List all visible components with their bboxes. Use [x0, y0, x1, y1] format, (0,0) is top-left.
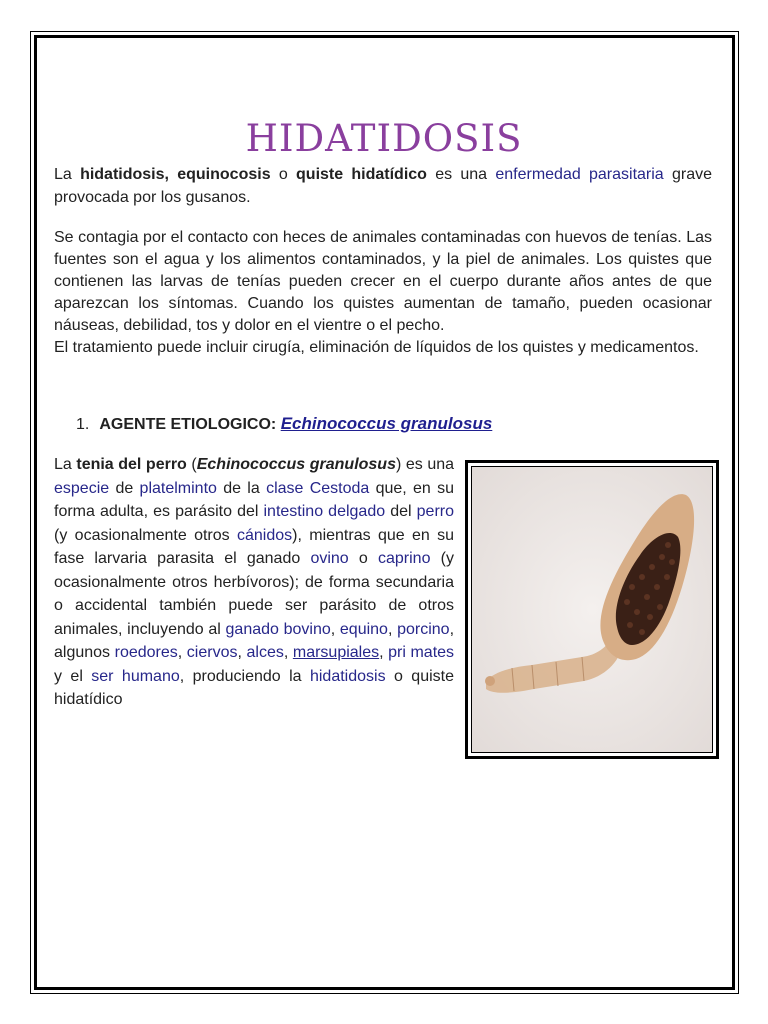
section-heading-agent	[76, 414, 492, 434]
tapeworm-photo	[471, 466, 713, 753]
list-number: 1.	[76, 416, 90, 433]
link-porcino[interactable]: porcino	[397, 620, 450, 638]
link-caprino[interactable]: caprino	[377, 550, 431, 567]
link-canidos[interactable]: cánidos	[236, 526, 293, 544]
link-hidatidosis[interactable]: hidatidosis	[309, 667, 386, 685]
link-ganado-bovino[interactable]: ganado bovino	[225, 620, 331, 638]
tapeworm-image-frame	[465, 460, 719, 759]
link-ovino[interactable]: ovino	[310, 550, 349, 567]
contagion-paragraph: Se contagia por el contacto con heces de animales contaminadas con huevos de tenías. Las fuentes son el agua y los alimentos contaminados, y la piel de animales. Los quistes que contienen las larvas de tenías pueden crecer en el cuerpo durante años antes de que aparezcan los síntomas. Cuando los quistes aumentan de tamaño, pueden ocasionar náuseas, debilidad, tos y dolor en el vientre o el pecho. El tratamiento puede incluir cirugía, eliminación de líquidos de los quistes y medicamentos.	[54, 229, 712, 356]
link-intestino-delgado[interactable]: intestino delgado	[263, 503, 386, 520]
link-enfermedad-parasitaria[interactable]: enfermedad parasitaria	[495, 166, 664, 183]
link-primates[interactable]: pri mates	[388, 644, 455, 661]
page-title: HIDATIDOSIS	[245, 116, 523, 160]
link-perro[interactable]: perro	[416, 503, 454, 520]
section-label: AGENTE ETIOLOGICO:	[99, 416, 277, 433]
link-equino[interactable]: equino	[339, 620, 388, 638]
description-paragraph: La tenia del perro (Echinococcus granulosus) es una especie de platelminto de la clase Cestoda que, en su forma adulta, es parásito del intestino delgado del perro (y ocasionalmente otros cánidos), mientras que en su fase larvaria parasita el ganado ovino o caprino (y ocasionalmente otros herbívoros); de forma secundaria o accidental también puede ser parásito de otros animales, incluyendo al ganado bovino, equino, porcino, algunos roedores, ciervos, alces, marsupiales, pri mates y el ser humano, produciendo la hidatidosis o quiste hidatídico	[54, 456, 455, 708]
link-platelminto[interactable]: platelminto	[139, 479, 217, 497]
link-clase-cestoda[interactable]: clase Cestoda	[266, 479, 370, 497]
link-roedores[interactable]: roedores	[114, 644, 178, 661]
link-echinococcus-granulosus[interactable]: Echinococcus granulosus	[280, 414, 493, 433]
link-ciervos[interactable]: ciervos	[186, 644, 238, 661]
link-marsupiales[interactable]: marsupiales	[292, 644, 380, 661]
link-alces[interactable]: alces	[246, 644, 284, 661]
treatment-text: El tratamiento puede incluir cirugía, eliminación de líquidos de los quistes y medicamentos.	[54, 339, 699, 356]
tapeworm-illustration	[472, 467, 712, 752]
link-especie[interactable]: especie	[54, 479, 110, 497]
intro-paragraph: La hidatidosis, equinocosis o quiste hidatídico es una enfermedad parasitaria grave provocada por los gusanos.	[54, 166, 712, 206]
link-ser-humano[interactable]: ser humano	[91, 667, 180, 685]
